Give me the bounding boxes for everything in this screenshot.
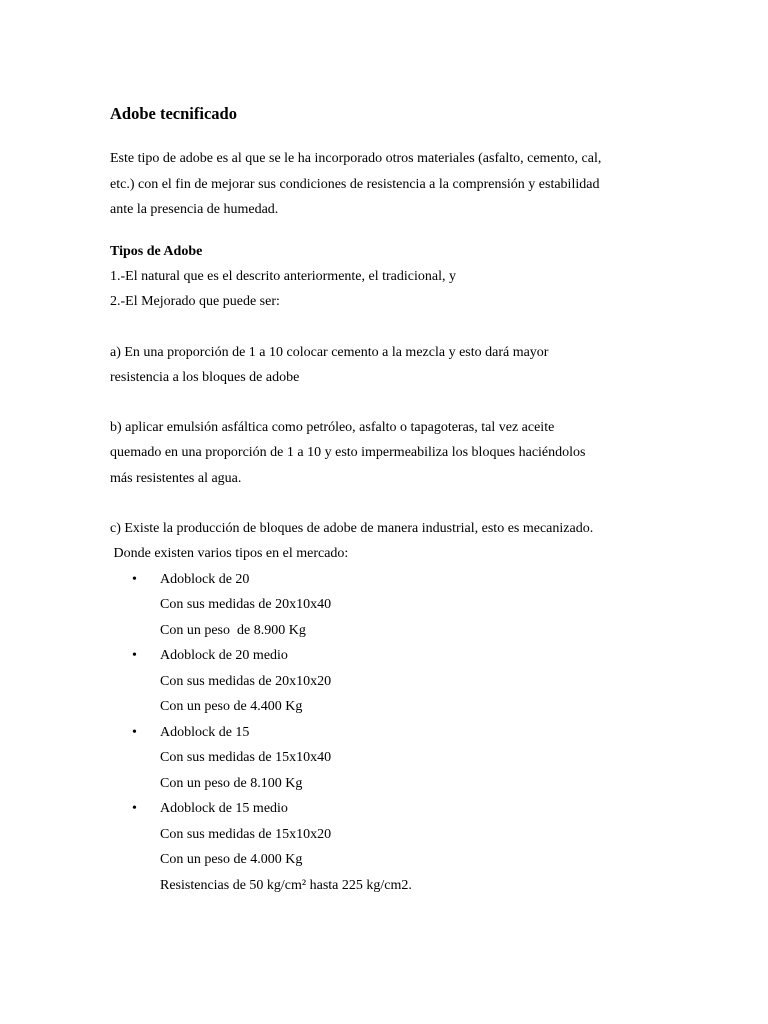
option-a-line-1: a) En una proporción de 1 a 10 colocar cemento a la mezcla y esto dará mayor [110,345,549,360]
option-c-line-1: c) Existe la producción de bloques de adobe de manera industrial, esto es mecanizado. [110,521,594,536]
bullet-icon: • [132,572,137,587]
product-measures: Con sus medidas de 15x10x20 [160,827,332,842]
option-b-line-3: más resistentes al agua. [110,471,242,486]
product-weight: Con un peso de 4.400 Kg [160,699,303,714]
types-heading: Tipos de Adobe [110,244,203,259]
product-name: Adoblock de 15 [160,725,250,740]
product-measures: Con sus medidas de 20x10x20 [160,674,332,689]
intro-line-1: Este tipo de adobe es al que se le ha incorporado otros materiales (asfalto, cemento, cal, [110,151,602,166]
product-name: Adoblock de 20 medio [160,648,288,663]
intro-line-3: ante la presencia de humedad. [110,202,279,217]
product-measures: Con sus medidas de 20x10x40 [160,597,332,612]
product-name: Adoblock de 20 [160,572,250,587]
product-weight: Con un peso de 8.100 Kg [160,776,303,791]
intro-line-2: etc.) con el fin de mejorar sus condiciones de resistencia a la comprensión y estabilidad [110,177,600,192]
bullet-icon: • [132,725,137,740]
type-improved: 2.-El Mejorado que puede ser: [110,294,280,309]
product-weight: Con un peso de 8.900 Kg [160,623,306,638]
document-title: Adobe tecnificado [110,104,237,123]
product-name: Adoblock de 15 medio [160,801,288,816]
product-measures: Con sus medidas de 15x10x40 [160,750,332,765]
bullet-icon: • [132,801,137,816]
type-natural: 1.-El natural que es el descrito anteriormente, el tradicional, y [110,269,456,284]
option-b-line-1: b) aplicar emulsión asfáltica como petróleo, asfalto o tapagoteras, tal vez aceite [110,420,555,435]
option-a-line-2: resistencia a los bloques de adobe [110,370,300,385]
option-c-line-2: Donde existen varios tipos en el mercado: [110,546,349,561]
option-b-line-2: quemado en una proporción de 1 a 10 y esto impermeabiliza los bloques haciéndolos [110,445,586,460]
product-weight: Con un peso de 4.000 Kg [160,852,303,867]
bullet-icon: • [132,648,137,663]
resistance-note: Resistencias de 50 kg/cm² hasta 225 kg/cm2. [160,878,412,893]
